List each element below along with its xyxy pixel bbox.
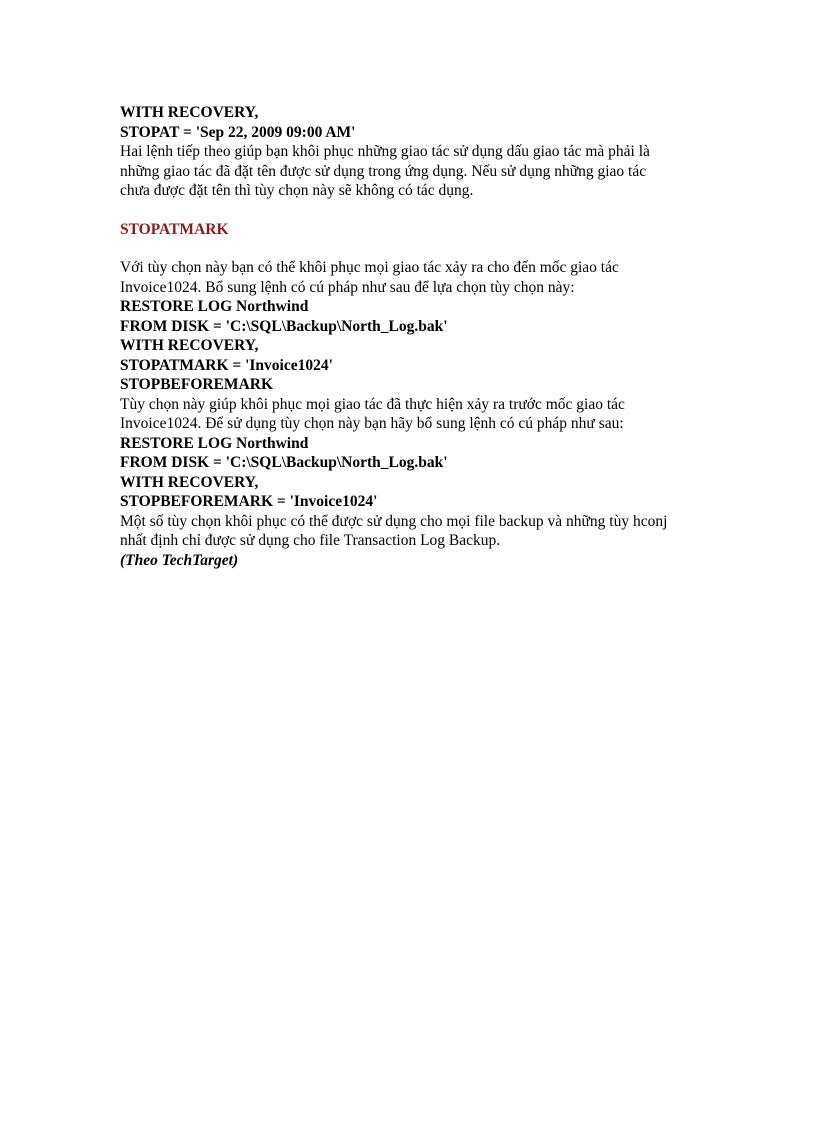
text-line: Invoice1024. Bổ sung lệnh có cú pháp như sau để lựa chọn tùy chọn này: — [120, 278, 575, 296]
stopbefore-code-block — [120, 434, 700, 512]
text-line: Tùy chọn này giúp khôi phục mọi giao tác đã thực hiện xảy ra trước mốc giao tác — [120, 395, 625, 413]
code-line: WITH RECOVERY, — [120, 104, 259, 121]
stopbefore-paragraph — [120, 395, 700, 434]
text-line: Một số tùy chọn khôi phục có thể được sử dụng cho mọi file backup và những tùy hconj — [120, 512, 668, 530]
text-line: Với tùy chọn này bạn có thể khôi phục mọi giao tác xảy ra cho đến mốc giao tác — [120, 259, 619, 276]
stopatmark-paragraph — [120, 258, 700, 297]
code-line: WITH RECOVERY, — [120, 337, 259, 354]
code-line: STOPBEFOREMARK = 'Invoice1024' — [120, 493, 378, 510]
code-line: STOPAT = 'Sep 22, 2009 09:00 AM' — [120, 123, 356, 141]
text-line: Hai lệnh tiếp theo giúp bạn khôi phục những giao tác sử dụng dấu giao tác mà phải là — [120, 143, 650, 160]
closing-paragraph — [120, 512, 700, 551]
code-line: STOPBEFOREMARK — [120, 376, 274, 393]
code-line: STOPATMARK = 'Invoice1024' — [120, 356, 333, 374]
code-line: WITH RECOVERY, — [120, 473, 259, 491]
text-line: những giao tác đã đặt tên được sử dụng trong ứng dụng. Nếu sử dụng những giao tác — [120, 162, 647, 180]
intro-code-block — [120, 103, 700, 142]
code-line: FROM DISK = 'C:\SQL\Backup\North_Log.bak' — [120, 454, 448, 471]
text-line: chưa được đặt tên thì tùy chọn này sẽ không có tác dụng. — [120, 182, 474, 199]
code-line: FROM DISK = 'C:\SQL\Backup\North_Log.bak' — [120, 317, 448, 335]
document-page — [120, 103, 700, 570]
intro-paragraph — [120, 142, 700, 201]
text-line: nhất định chỉ được sử dụng cho file Transaction Log Backup. — [120, 532, 501, 549]
stopatmark-code-block — [120, 297, 700, 395]
code-line: RESTORE LOG Northwind — [120, 298, 309, 315]
text-line: Invoice1024. Để sử dụng tùy chọn này bạn hãy bổ sung lệnh có cú pháp như sau: — [120, 415, 624, 432]
code-line: RESTORE LOG Northwind — [120, 434, 309, 452]
source-attribution: (Theo TechTarget) — [120, 551, 239, 569]
section-heading: STOPATMARK — [120, 220, 229, 238]
